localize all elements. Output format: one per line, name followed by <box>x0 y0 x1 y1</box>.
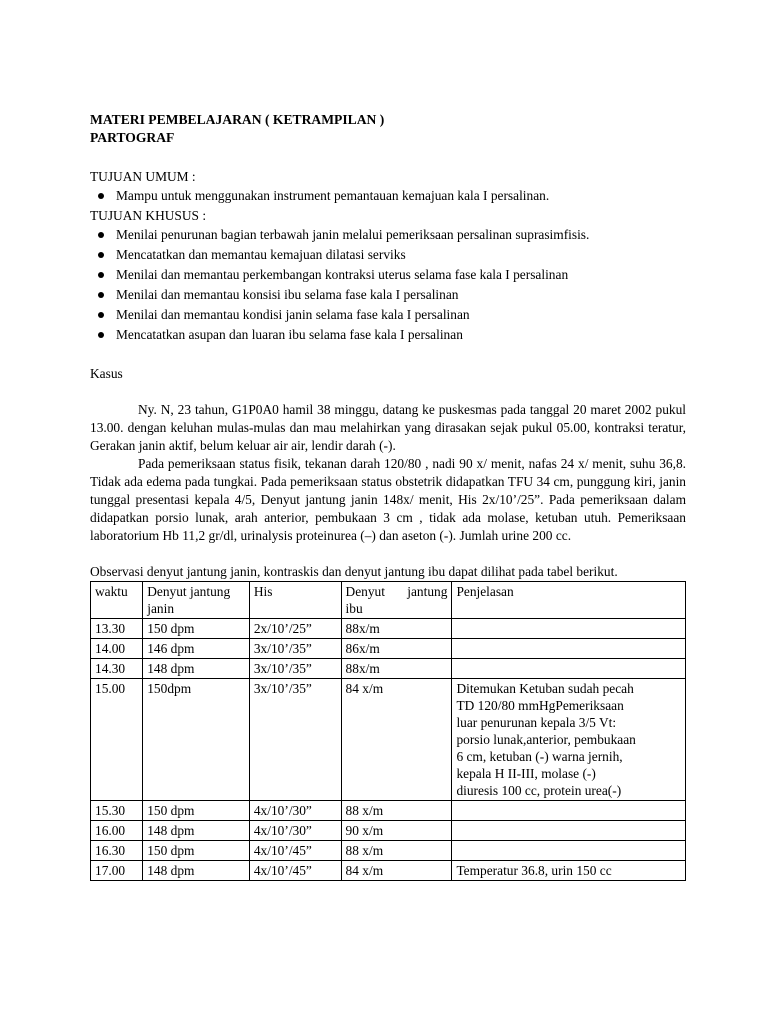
bullet-icon <box>98 232 104 238</box>
cell-waktu: 14.00 <box>91 639 143 659</box>
cell-penjelasan <box>452 659 686 679</box>
cell-dji: 90 x/m <box>341 821 452 841</box>
cell-waktu: 15.00 <box>91 679 143 801</box>
tujuan-khusus-list <box>90 225 686 345</box>
cell-his: 4x/10’/45” <box>249 841 341 861</box>
observasi-intro: Observasi denyut jantung janin, kontraskis dan denyut jantung ibu dapat dilihat pada tabel berikut. <box>90 564 618 579</box>
cell-dji: 84 x/m <box>341 679 452 801</box>
list-item: Menilai dan memantau konsisi ibu selama fase kala I persalinan <box>90 285 686 305</box>
table-row <box>91 679 686 801</box>
cell-djj: 146 dpm <box>143 639 250 659</box>
cell-penjelasan <box>452 639 686 659</box>
list-item: Mencatatkan asupan dan luaran ibu selama fase kala I persalinan <box>90 325 686 345</box>
bullet-icon <box>98 292 104 298</box>
cell-penjelasan <box>452 619 686 639</box>
cell-dji: 86x/m <box>341 639 452 659</box>
header-his: His <box>249 582 341 619</box>
cell-his: 3x/10’/35” <box>249 679 341 801</box>
cell-his: 2x/10’/25” <box>249 619 341 639</box>
table-row <box>91 821 686 841</box>
cell-dji: 88x/m <box>341 619 452 639</box>
cell-dji: 88 x/m <box>341 841 452 861</box>
table-row <box>91 841 686 861</box>
cell-waktu: 13.30 <box>91 619 143 639</box>
cell-his: 3x/10’/35” <box>249 659 341 679</box>
observation-table <box>90 581 686 881</box>
cell-penjelasan <box>452 841 686 861</box>
cell-dji: 84 x/m <box>341 861 452 881</box>
list-item: Mencatatkan dan memantau kemajuan dilatasi serviks <box>90 245 686 265</box>
tujuan-khusus-heading: TUJUAN KHUSUS : <box>90 208 207 223</box>
list-item: Menilai dan memantau kondisi janin selama fase kala I persalinan <box>90 305 686 325</box>
header-waktu: waktu <box>91 582 143 619</box>
bullet-icon <box>98 252 104 258</box>
cell-dji: 88 x/m <box>341 801 452 821</box>
cell-waktu: 14.30 <box>91 659 143 679</box>
document-title: MATERI PEMBELAJARAN ( KETRAMPILAN ) <box>90 112 385 127</box>
cell-waktu: 16.30 <box>91 841 143 861</box>
header-penjelasan: Penjelasan <box>452 582 686 619</box>
bullet-icon <box>98 272 104 278</box>
cell-waktu: 16.00 <box>91 821 143 841</box>
cell-his: 4x/10’/30” <box>249 821 341 841</box>
cell-waktu: 17.00 <box>91 861 143 881</box>
table-row <box>91 801 686 821</box>
cell-his: 4x/10’/45” <box>249 861 341 881</box>
bullet-icon <box>98 332 104 338</box>
cell-penjelasan <box>452 801 686 821</box>
cell-djj: 148 dpm <box>143 659 250 679</box>
kasus-paragraph-1: Ny. N, 23 tahun, G1P0A0 hamil 38 minggu, datang ke puskesmas pada tanggal 20 maret 2002 pukul 13.00. dengan keluhan mulas-mulas dan mau melahirkan yang dirasakan sejak pukul 05.00, kontraksi teratur, Gerakan janin aktif, belum keluar air air, lendir darah (-). <box>90 402 686 453</box>
table-row <box>91 639 686 659</box>
cell-his: 4x/10’/30” <box>249 801 341 821</box>
cell-his: 3x/10’/35” <box>249 639 341 659</box>
cell-djj: 148 dpm <box>143 861 250 881</box>
cell-dji: 88x/m <box>341 659 452 679</box>
header-dji: Denyut jantung ibu <box>341 582 452 619</box>
cell-djj: 150 dpm <box>143 801 250 821</box>
bullet-icon <box>98 193 104 199</box>
kasus-paragraph-2: Pada pemeriksaan status fisik, tekanan darah 120/80 , nadi 90 x/ menit, nafas 24 x/ menit, suhu 36,8. Tidak ada edema pada tungkai. Pada pemeriksaan status obstetrik didapatkan TFU 34 cm, punggung kiri, janin tunggal presentasi kepala 4/5, Denyut jantung janin 148x/ menit, His 2x/10’/25”. Pada pemeriksaan dalam didapatkan porsio lunak, arah anterior, pembukaan 3 cm , tidak ada molase, ketuban utuh. Pemeriksaan laboratorium Hb 11,2 gr/dl, urinalysis proteinurea (–) dan aseton (-). Jumlah urine 200 cc. <box>90 456 686 543</box>
document-page <box>90 111 686 881</box>
tujuan-umum-list <box>90 186 686 206</box>
cell-djj: 150 dpm <box>143 841 250 861</box>
list-item: Menilai penurunan bagian terbawah janin melalui pemeriksaan persalinan suprasimfisis. <box>90 225 686 245</box>
cell-penjelasan: Temperatur 36.8, urin 150 cc <box>452 861 686 881</box>
cell-penjelasan <box>452 821 686 841</box>
list-item: Mampu untuk menggunakan instrument pemantauan kemajuan kala I persalinan. <box>90 186 686 206</box>
document-subtitle: PARTOGRAF <box>90 130 175 145</box>
table-row <box>91 861 686 881</box>
header-djj: Denyut jantung janin <box>143 582 250 619</box>
list-item: Menilai dan memantau perkembangan kontraksi uterus selama fase kala I persalinan <box>90 265 686 285</box>
table-row <box>91 619 686 639</box>
table-row <box>91 659 686 679</box>
cell-djj: 148 dpm <box>143 821 250 841</box>
kasus-label: Kasus <box>90 366 123 381</box>
tujuan-umum-heading: TUJUAN UMUM : <box>90 169 196 184</box>
cell-waktu: 15.30 <box>91 801 143 821</box>
cell-djj: 150 dpm <box>143 619 250 639</box>
cell-penjelasan: Ditemukan Ketuban sudah pecah TD 120/80 mmHgPemeriksaan luar penurunan kepala 3/5 Vt: porsio lunak,anterior, pembukaan 6 cm, ketuban (-) warna jernih, kepala H II-III, molase (-) diuresis 100 cc, protein urea(-) <box>452 679 686 801</box>
cell-djj: 150dpm <box>143 679 250 801</box>
table-header-row <box>91 582 686 619</box>
bullet-icon <box>98 312 104 318</box>
